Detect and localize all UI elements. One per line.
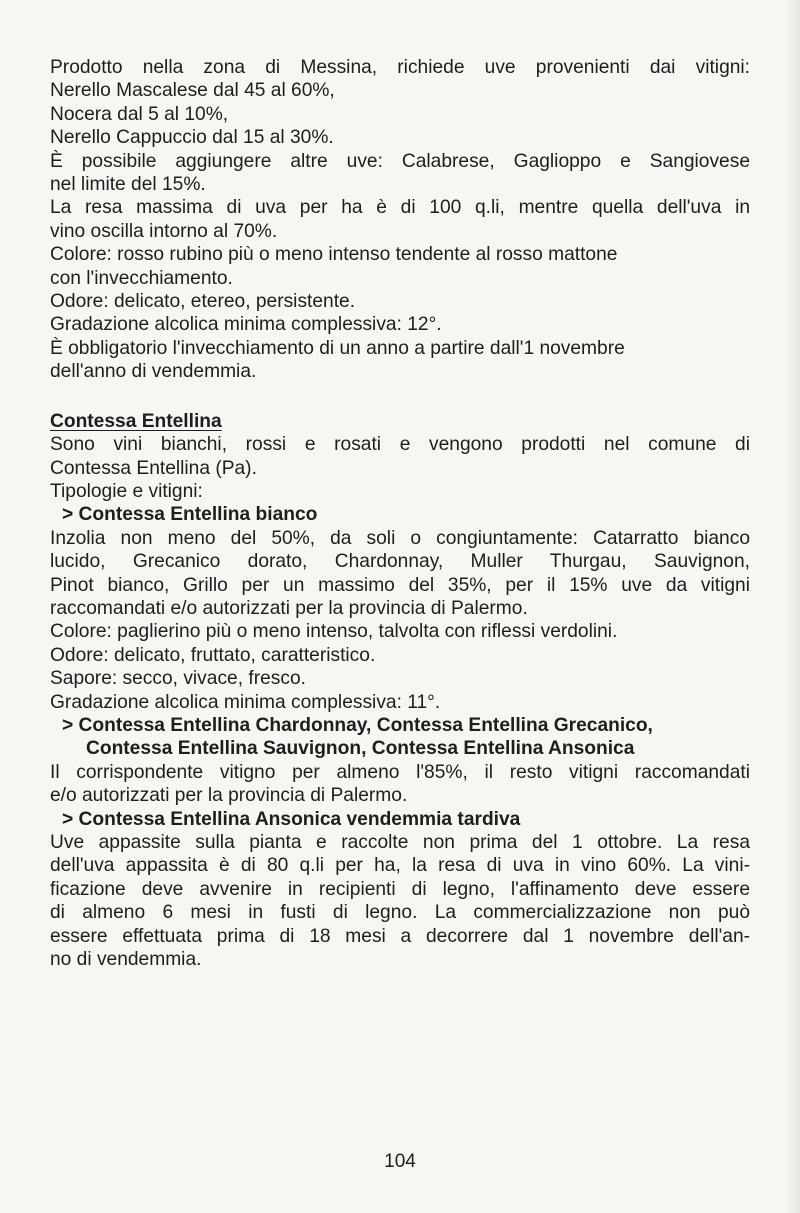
text-line: Colore: paglierino più o meno intenso, talvolta con riflessi verdolini. xyxy=(50,621,618,643)
subsection-heading-tardiva: > Contessa Entellina Ansonica vendemmia tardiva xyxy=(62,808,521,830)
text-line: Gradazione alcolica minima complessiva: 11°. xyxy=(50,691,441,713)
text-line: con l'invecchiamento. xyxy=(50,267,233,289)
subsection-heading-varietals: > Contessa Entellina Chardonnay, Contessa Entellina Grecanico, xyxy=(62,714,653,736)
section-heading: Contessa Entellina xyxy=(50,410,222,432)
text-line: raccomandati e/o autorizzati per la provincia di Palermo. xyxy=(50,597,528,619)
text-line: di almeno 6 mesi in fusti di legno. La commercializzazione non può xyxy=(50,902,750,924)
text-line: Sapore: secco, vivace, fresco. xyxy=(50,668,306,690)
text-line: Nocera dal 5 al 10%, xyxy=(50,103,229,125)
text-line: Pinot bianco, Grillo per un massimo del 35%, per il 15% uve da vitigni xyxy=(50,574,750,596)
text-line: Nerello Mascalese dal 45 al 60%, xyxy=(50,80,335,102)
text-line: Colore: rosso rubino più o meno intenso tendente al rosso mattone xyxy=(50,244,618,266)
text-line: ficazione deve avvenire in recipienti di legno, l'affinamento deve essere xyxy=(50,878,750,900)
paragraph-gap xyxy=(50,384,750,410)
subsection-heading-varietals-cont: Contessa Entellina Sauvignon, Contessa Entellina Ansonica xyxy=(86,738,635,760)
text-line: Sono vini bianchi, rossi e rosati e vengono prodotti nel comune di xyxy=(50,434,750,456)
text-line: Inzolia non meno del 50%, da soli o congiuntamente: Catarratto bianco xyxy=(50,527,750,549)
page-number: 104 xyxy=(384,1151,416,1172)
text-line: La resa massima di uva per ha è di 100 q.li, mentre quella dell'uva in xyxy=(50,197,750,219)
text-line: È possibile aggiungere altre uve: Calabrese, Gaglioppo e Sangiovese xyxy=(50,150,750,172)
section-contessa-entellina xyxy=(50,410,750,972)
subsection-heading-bianco: > Contessa Entellina bianco xyxy=(62,504,318,526)
text-line: no di vendemmia. xyxy=(50,949,202,971)
page-body xyxy=(50,56,750,971)
text-line: essere effettuata prima di 18 mesi a decorrere dal 1 novembre dell'an- xyxy=(50,925,750,947)
text-line: Contessa Entellina (Pa). xyxy=(50,457,257,479)
page-edge-shadow xyxy=(786,0,800,1213)
text-line: Uve appassite sulla pianta e raccolte non prima del 1 ottobre. La resa xyxy=(50,832,750,853)
text-line: Odore: delicato, fruttato, caratteristico. xyxy=(50,644,376,666)
text-line: Tipologie e vitigni: xyxy=(50,480,203,502)
text-line: È obbligatorio l'invecchiamento di un anno a partire dall'1 novembre xyxy=(50,337,625,359)
text-line: Nerello Cappuccio dal 15 al 30%. xyxy=(50,127,334,149)
text-line: dell'anno di vendemmia. xyxy=(50,361,257,383)
text-line: dell'uva appassita è di 80 q.li per ha, la resa di uva in vino 60%. La vini- xyxy=(50,855,750,877)
text-line: lucido, Grecanico dorato, Chardonnay, Muller Thurgau, Sauvignon, xyxy=(50,551,750,573)
text-line: Il corrispondente vitigno per almeno l'85%, il resto vitigni raccomandati xyxy=(50,761,750,783)
text-line: Gradazione alcolica minima complessiva: 12°. xyxy=(50,314,442,336)
text-line: vino oscilla intorno al 70%. xyxy=(50,220,278,242)
intro-block xyxy=(50,56,750,384)
text-line: Prodotto nella zona di Messina, richiede uve provenienti dai vitigni: xyxy=(50,57,750,78)
text-line: e/o autorizzati per la provincia di Palermo. xyxy=(50,785,408,807)
text-line: nel limite del 15%. xyxy=(50,174,206,196)
text-line: Odore: delicato, etereo, persistente. xyxy=(50,291,356,313)
